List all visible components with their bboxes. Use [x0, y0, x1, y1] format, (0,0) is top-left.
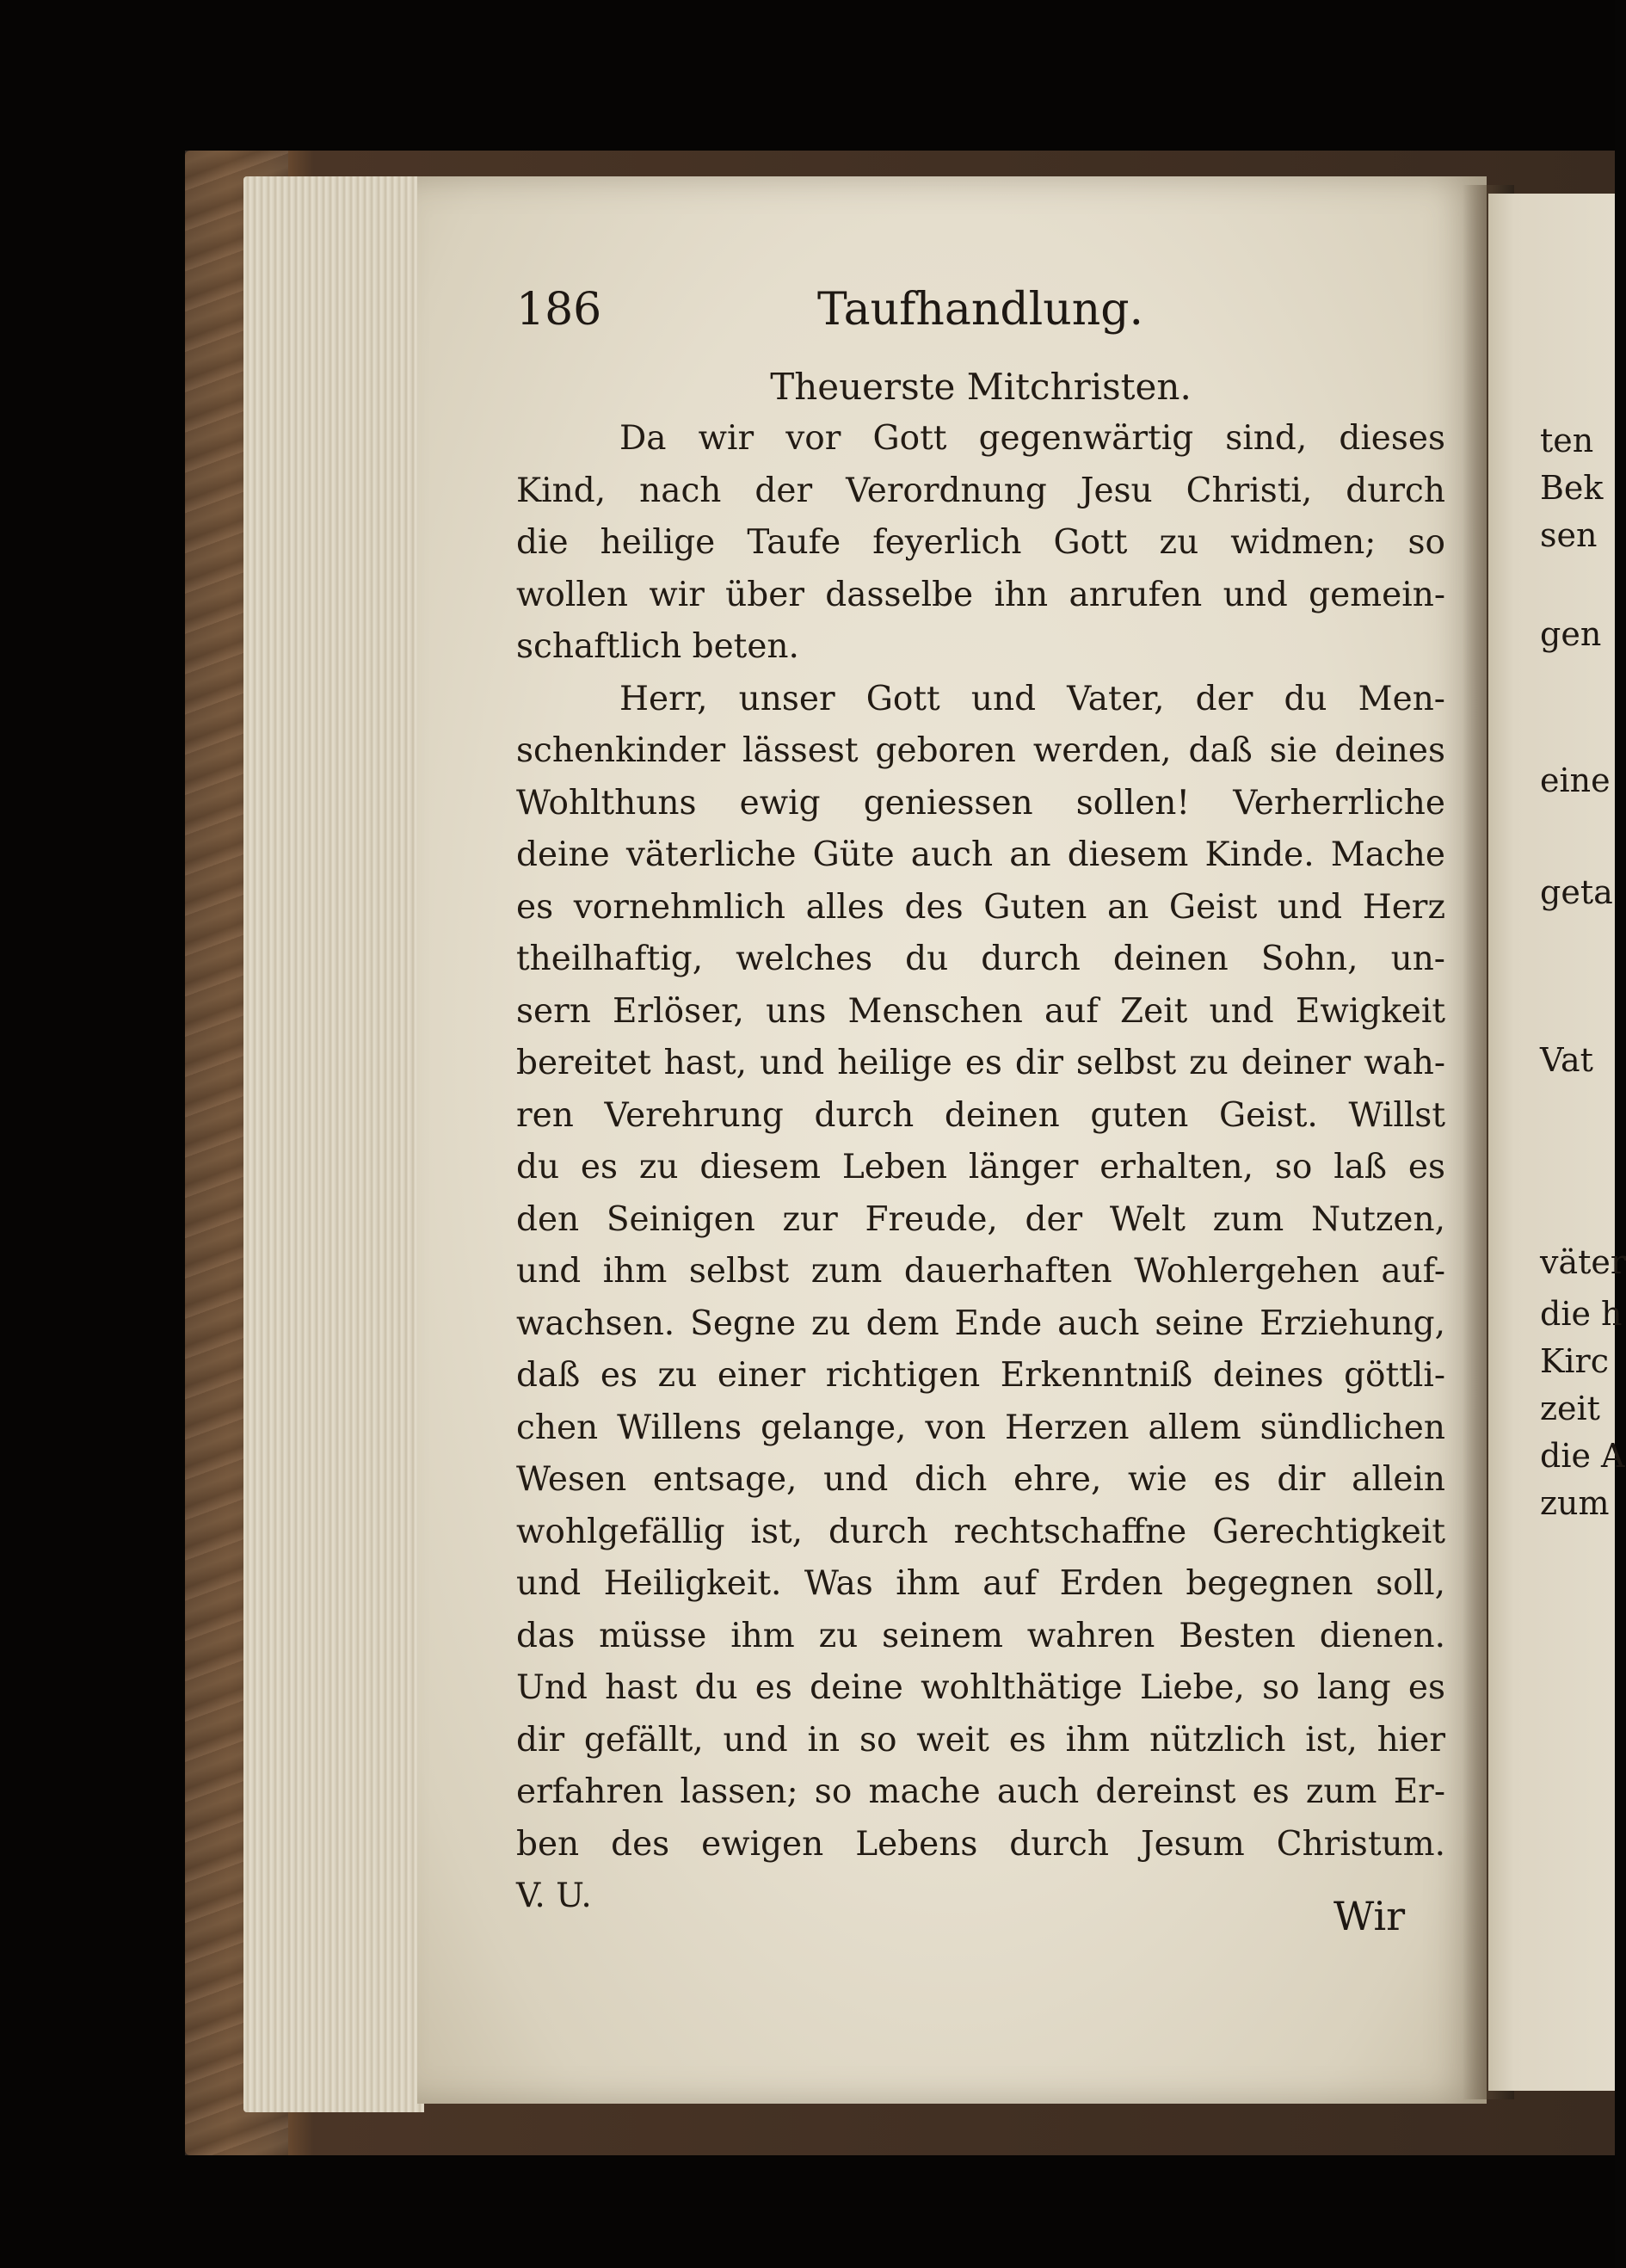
right-page-fragment: gen [1540, 615, 1602, 653]
right-page-fragment: väter [1540, 1243, 1626, 1281]
right-page-fragment: Vat [1540, 1041, 1593, 1079]
right-page-fragment: die A [1540, 1437, 1625, 1475]
right-page-fragment: zum [1540, 1484, 1610, 1522]
section-heading: Theuerste Mitchristen. [770, 366, 1192, 408]
text-line: du es zu diesem Leben länger erhalten, so laß es [516, 1148, 1445, 1186]
text-line: sern Erlöser, uns Menschen auf Zeit und Ewigkeit [516, 991, 1445, 1031]
text-line: theilhaftig, welches du durch deinen Sohn, un- [516, 940, 1445, 978]
right-page-fragment: Kirc [1540, 1342, 1609, 1380]
running-title: Taufhandlung. [817, 284, 1144, 336]
text-line: ben des ewigen Lebens durch Jesum Christum. [516, 1824, 1445, 1864]
right-page-fragment: sen [1540, 516, 1598, 554]
main-text [516, 361, 1445, 1923]
right-page-fragment: eine [1540, 761, 1611, 799]
text-line: bereitet hast, und heilige es dir selbst zu deiner wah- [516, 1044, 1445, 1082]
text-line: wohlgefällig ist, durch rechtschaffne Gerechtigkeit [516, 1512, 1445, 1551]
catchword: Wir [1333, 1893, 1406, 1939]
text-line: den Seinigen zur Freude, der Welt zum Nutzen, [516, 1199, 1445, 1239]
text-line: wollen wir über dasselbe ihn anrufen und gemein- [516, 575, 1445, 614]
text-line: Wohlthuns ewig geniessen sollen! Verherrliche [516, 783, 1445, 823]
text-line: erfahren lassen; so mache auch dereinst es zum Er- [516, 1772, 1445, 1811]
text-line: wachsen. Segne zu dem Ende auch seine Erziehung, [516, 1303, 1445, 1343]
text-line: die heilige Taufe feyerlich Gott zu widmen; so [516, 523, 1445, 562]
text-line: V. U. [516, 1877, 592, 1915]
text-line: schaftlich beten. [516, 627, 799, 666]
text-line: daß es zu einer richtigen Erkenntniß deines göttli- [516, 1356, 1445, 1395]
text-line: deine väterliche Güte auch an diesem Kinde. Mache [516, 835, 1445, 874]
text-line: chen Willens gelange, von Herzen allem sündlichen [516, 1408, 1445, 1447]
text-line: ren Verehrung durch deinen guten Geist. Willst [516, 1095, 1445, 1135]
text-line: und ihm selbst zum dauerhaften Wohlergehen auf- [516, 1252, 1445, 1291]
page-number: 186 [516, 284, 602, 336]
right-page-fragment: die h [1540, 1295, 1623, 1333]
text-line: Wesen entsage, und dich ehre, wie es dir allein [516, 1460, 1445, 1499]
page-header [516, 284, 1445, 344]
right-page-fragment: geta [1540, 873, 1613, 911]
text-line: schenkinder lässest geboren werden, daß sie deines [516, 731, 1445, 770]
text-line: dir gefällt, und in so weit es ihm nützlich ist, hier [516, 1720, 1445, 1760]
right-page-fragment: zeit [1540, 1390, 1600, 1427]
text-line: und Heiligkeit. Was ihm auf Erden begegnen soll, [516, 1564, 1445, 1603]
text-line: Da wir vor Gott gegenwärtig sind, dieses [619, 419, 1445, 458]
text-line: Herr, unser Gott und Vater, der du Men- [619, 679, 1445, 718]
text-line: Und hast du es deine wohlthätige Liebe, so lang es [516, 1668, 1445, 1707]
text-line: es vornehmlich alles des Guten an Geist und Herz [516, 887, 1445, 927]
text-line: Kind, nach der Verordnung Jesu Christi, durch [516, 471, 1445, 510]
page-edges [243, 176, 424, 2112]
right-page-fragment: ten [1540, 422, 1594, 459]
right-page-fragment: Bek [1540, 469, 1604, 507]
text-line: das müsse ihm zu seinem wahren Besten dienen. [516, 1616, 1445, 1655]
